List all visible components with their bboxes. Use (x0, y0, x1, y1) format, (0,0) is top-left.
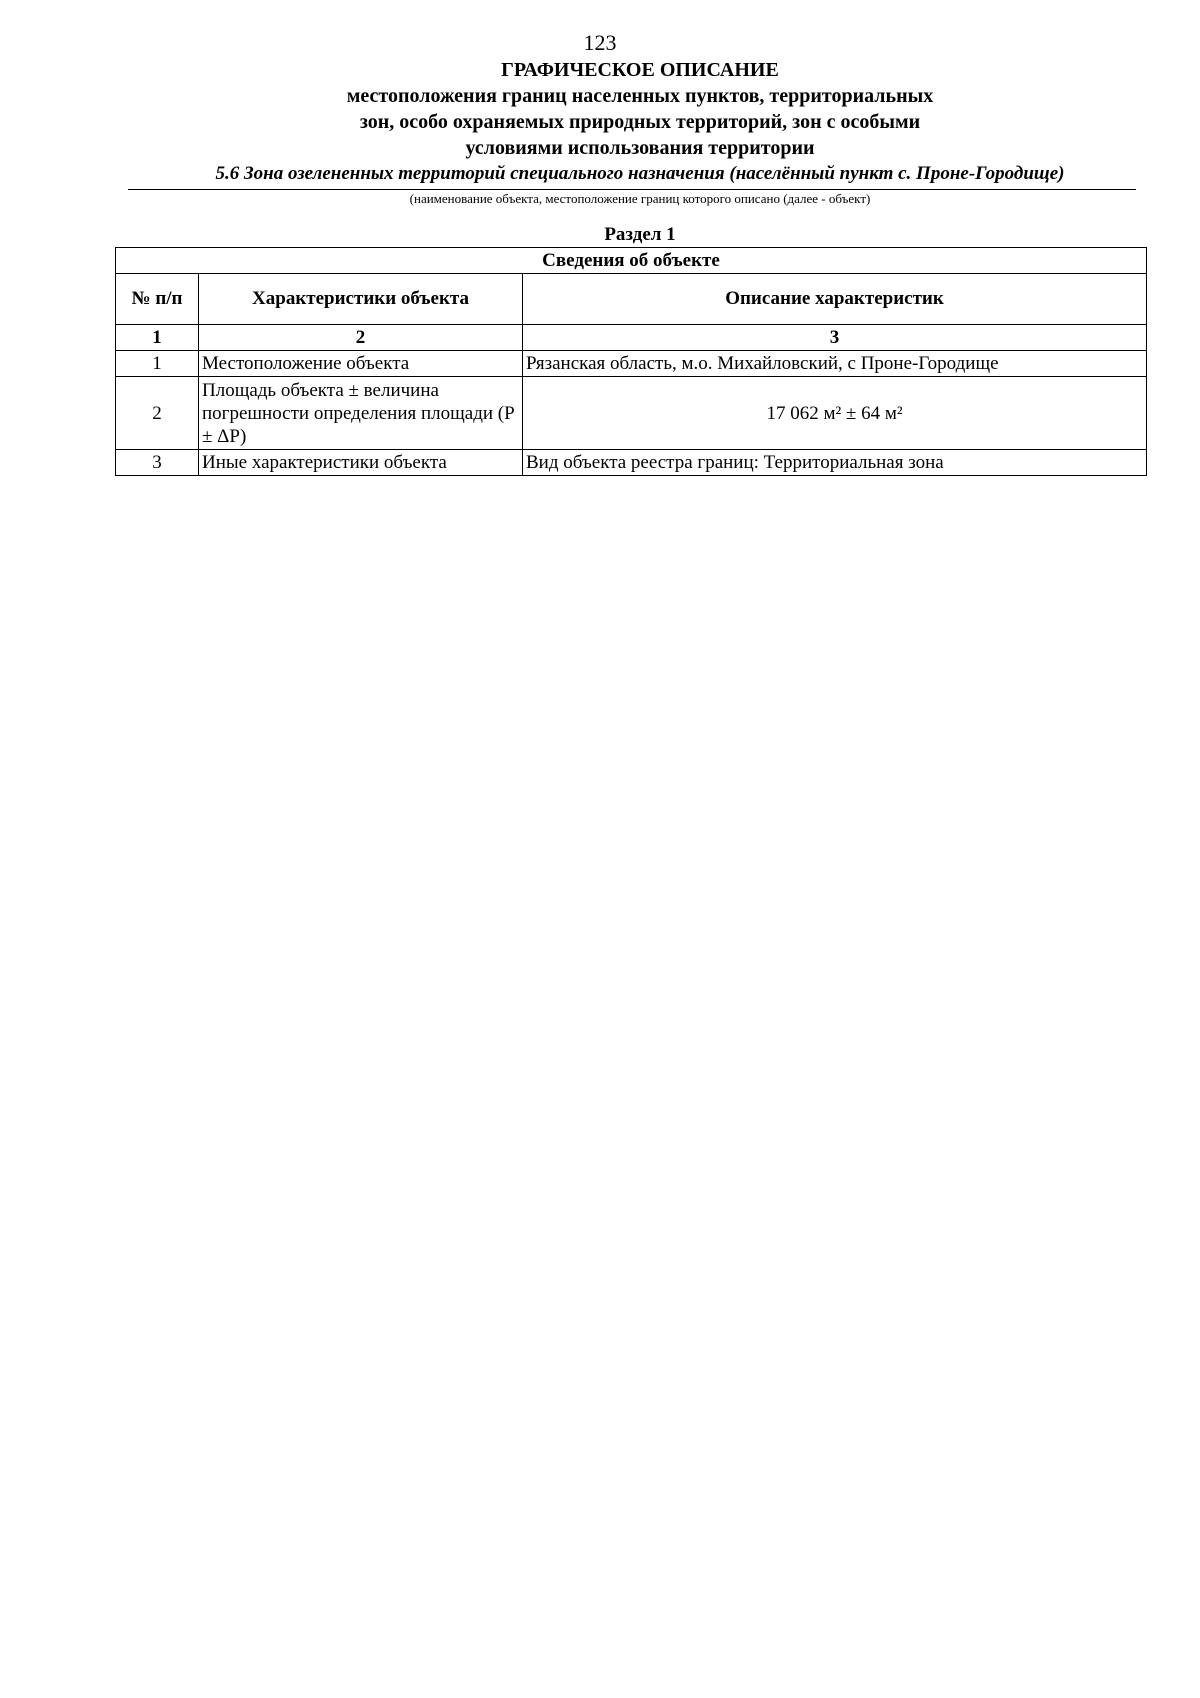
row-characteristic: Иные характеристики объекта (199, 450, 523, 476)
object-info-table (115, 247, 1147, 476)
row-num: 2 (116, 377, 199, 450)
section-title: Раздел 1 (604, 224, 676, 245)
object-name-caption: (наименование объекта, местоположение границ которого описано (далее - объект) (409, 191, 871, 206)
underline-rule (128, 189, 1136, 190)
table-header-row (116, 274, 1147, 325)
page-number: 123 (583, 30, 617, 55)
row-num: 1 (116, 351, 199, 377)
column-number: 1 (116, 325, 199, 351)
header-num: № п/п (116, 274, 199, 325)
row-description: Рязанская область, м.о. Михайловский, с Проне-Городище (523, 351, 1147, 377)
row-description: Вид объекта реестра границ: Территориальная зона (523, 450, 1147, 476)
table-title: Сведения об объекте (116, 248, 1147, 274)
table-row (116, 377, 1147, 450)
row-num: 3 (116, 450, 199, 476)
row-description: 17 062 м² ± 64 м² (523, 377, 1147, 450)
row-characteristic: Местоположение объекта (199, 351, 523, 377)
title-line-3: зон, особо охраняемых природных территорий, зон с особыми (359, 111, 921, 133)
table-title-row (116, 248, 1147, 274)
column-number: 3 (523, 325, 1147, 351)
object-name: 5.6 Зона озелененных территорий специального назначения (населённый пункт с. Проне-Городище) (215, 163, 1065, 184)
header-characteristics: Характеристики объекта (199, 274, 523, 325)
table-row (116, 351, 1147, 377)
column-number: 2 (199, 325, 523, 351)
table-row (116, 450, 1147, 476)
document-title (120, 57, 1160, 161)
title-line-4: условиями использования территории (465, 137, 815, 159)
header-description: Описание характеристик (523, 274, 1147, 325)
title-line-2: местоположения границ населенных пунктов, территориальных (346, 85, 934, 107)
column-number-row (116, 325, 1147, 351)
title-line-1: ГРАФИЧЕСКОЕ ОПИСАНИЕ (501, 59, 779, 81)
row-characteristic: Площадь объекта ± величина погрешности определения площади (P ± ΔP) (199, 377, 523, 450)
